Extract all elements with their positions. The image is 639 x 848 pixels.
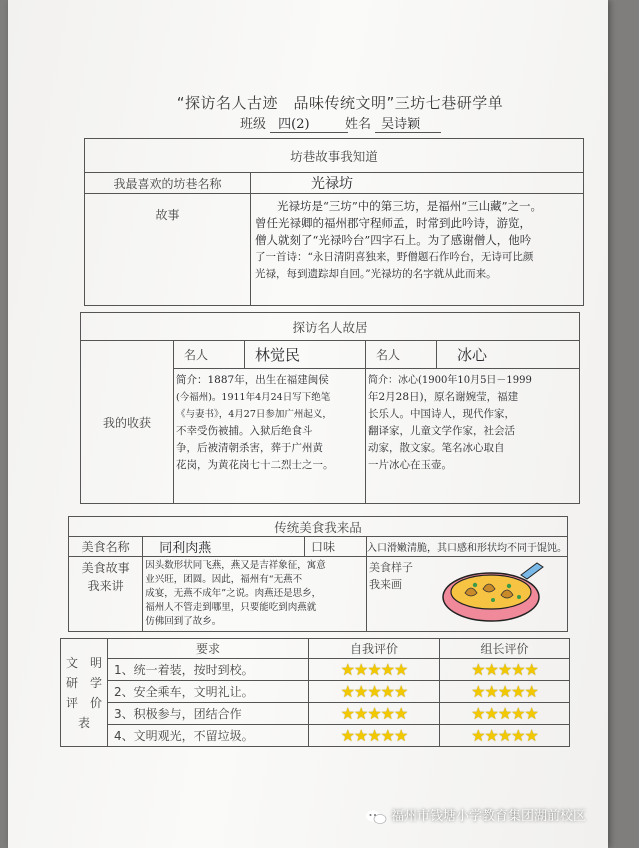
former-residence-header: 探访名人故居: [81, 313, 580, 341]
watermark: [365, 805, 586, 825]
evaluation-side-label: [61, 639, 108, 747]
leader-rating-stars: ★★★★★: [440, 681, 570, 703]
side-label-line: 研 学: [65, 675, 102, 690]
intro-line: 不幸受伤被捕。入狱后绝食斗: [176, 425, 313, 437]
class-label: 班级: [240, 117, 267, 132]
self-rating-stars: ★★★★★: [309, 725, 440, 747]
street-story-header: 坊巷故事我知道: [85, 139, 584, 173]
intro-label-1: 简介：: [176, 374, 208, 386]
side-label-line: 文 明: [65, 655, 102, 670]
story-line: 曾任光禄卿的福州郡守程师孟，时常到此吟诗，游览，: [255, 216, 531, 230]
meat-swallow-bowl-drawing: [437, 559, 549, 625]
intro-line: 花岗，为黄花岗七十二烈士之一。: [176, 459, 334, 471]
harvest-label: 我的收获: [81, 341, 174, 504]
intro-line: 《与妻书》，4月27日参加广州起义，: [176, 409, 332, 420]
traditional-food-table: [68, 516, 568, 632]
story-text: [251, 194, 584, 306]
food-name-value: 同利肉燕: [143, 537, 305, 557]
story-label: 故事: [85, 194, 251, 306]
leader-evaluation-header: 组长评价: [440, 639, 570, 659]
intro-line: (今福州)。1911年4月24日写下绝笔: [176, 392, 331, 403]
food-story-label: [69, 557, 143, 632]
celebrity-label-2: 名人: [366, 341, 437, 369]
watermark-text: 福州市钱塘小学教育集团湖前校区: [391, 809, 587, 824]
celebrity-intro-2: [366, 369, 580, 504]
intro-line: 1887年，出生在福建闽侯: [207, 374, 329, 386]
food-story-line: 业兴旺，团圆。因此，福州有“无燕不: [145, 574, 303, 585]
food-story-label-line: 我来讲: [87, 579, 124, 593]
celebrity-label-1: 名人: [174, 341, 245, 369]
food-story-line: 福州人不管走到哪里，只要能吃到肉燕就: [145, 602, 317, 613]
story-line: 光禄，每到遗踪却自回。”光禄坊的名字就从此而来。: [255, 268, 497, 280]
food-story-line: 因头数形状同飞燕，燕又是吉祥象征，寓意: [145, 560, 326, 571]
self-rating-stars: ★★★★★: [309, 681, 440, 703]
celebrity-intro-1: [174, 369, 366, 504]
requirement-item: 2、安全乘车，文明礼让。: [108, 681, 309, 703]
requirement-item: 4、文明观光，不留垃圾。: [108, 725, 309, 747]
leader-rating-stars: ★★★★★: [440, 659, 570, 681]
food-sample-cell: [367, 557, 568, 632]
name-label: 姓名: [345, 117, 372, 132]
leader-rating-stars: ★★★★★: [440, 703, 570, 725]
requirement-item: 1、统一着装，按时到校。: [108, 659, 309, 681]
story-line: 光禄坊是“三坊”中的第三坊，是福州“三山藏”之一。: [277, 199, 543, 213]
food-sample-label: [369, 559, 413, 593]
evaluation-table: [60, 638, 570, 747]
intro-line: 争，后被清朝杀害，葬于广州黄: [176, 442, 323, 454]
former-residence-table: [80, 312, 580, 504]
wechat-icon: [365, 809, 387, 825]
taste-label: 口味: [305, 537, 367, 557]
food-story-text: [143, 557, 367, 632]
intro-line: 动家，散文家。笔名冰心取自: [368, 442, 505, 454]
food-sample-label-line: 美食样子: [369, 561, 413, 574]
intro-line: 翻译家，儿童文学作家，社会活: [368, 425, 515, 437]
food-story-label-line: 美食故事: [81, 561, 130, 575]
intro-line: 长乐人。中国诗人，现代作家，: [368, 408, 515, 420]
intro-line: 年2月28日)，原名谢婉莹，福建: [368, 391, 519, 403]
name-value: 吴诗颖: [375, 113, 441, 133]
favorite-street-label: 我最喜欢的坊巷名称: [85, 173, 251, 194]
worksheet-title: “探访名人古迹 品味传统文明”三坊七巷研学单: [176, 94, 504, 112]
food-story-line: 成宴，无燕不成年”之说。肉燕还是思乡，: [145, 588, 322, 599]
food-sample-label-line: 我来画: [369, 578, 402, 591]
traditional-food-header: 传统美食我来品: [69, 517, 568, 537]
intro-line: 一片冰心在玉壶。: [368, 459, 452, 471]
celebrity-name-2: 冰心: [437, 341, 580, 369]
side-label-line: 评 价: [65, 695, 102, 710]
class-field: [240, 113, 348, 133]
class-value: 四(2): [270, 113, 348, 133]
name-field: [345, 113, 441, 133]
intro-line: 冰心(1900年10月5日－1999: [398, 375, 532, 386]
food-name-label: 美食名称: [69, 537, 143, 557]
leader-rating-stars: ★★★★★: [440, 725, 570, 747]
requirement-header: 要求: [108, 639, 309, 659]
favorite-street-value: 光禄坊: [251, 173, 584, 194]
street-story-table: [84, 138, 584, 306]
side-label-line: 表: [77, 715, 90, 730]
food-story-line: 仿佛回到了故乡。: [145, 616, 222, 627]
requirement-item: 3、积极参与，团结合作: [108, 703, 309, 725]
story-line: 了一首诗：“永日清阴喜独来，野僧题石作吟台，无诗可比颜: [255, 251, 534, 263]
taste-value: 入口滑嫩清脆，其口感和形状均不同于馄饨。: [367, 537, 568, 557]
intro-label-2: 简介：: [368, 375, 398, 386]
story-line: 僧人就刻了“光禄吟台”四字石上。为了感谢僧人，他吟: [255, 233, 532, 247]
self-evaluation-header: 自我评价: [309, 639, 440, 659]
celebrity-name-1: 林觉民: [245, 341, 366, 369]
self-rating-stars: ★★★★★: [309, 659, 440, 681]
self-rating-stars: ★★★★★: [309, 703, 440, 725]
